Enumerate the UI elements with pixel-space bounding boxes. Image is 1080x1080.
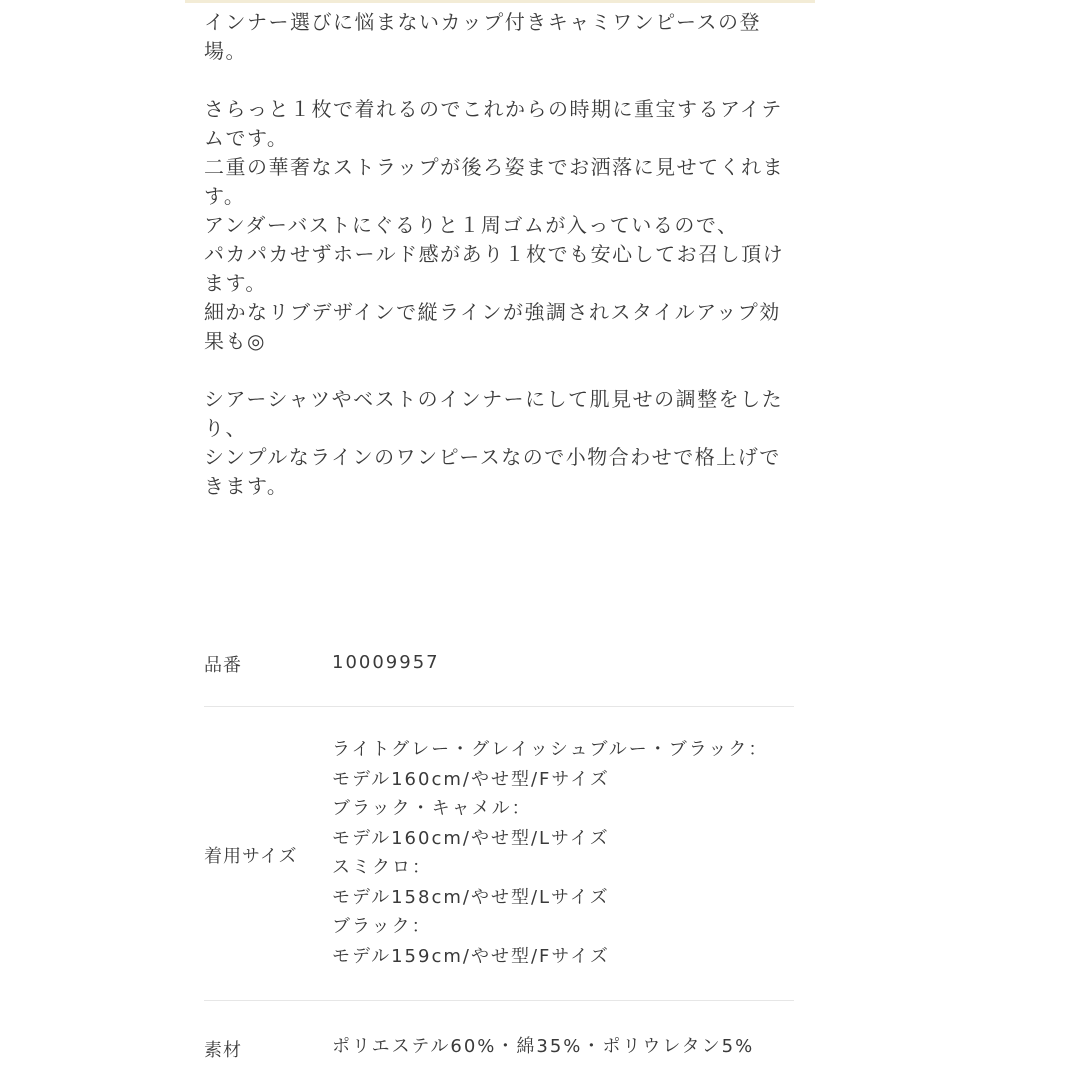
description-line: ます。: [204, 271, 267, 295]
wearing-size-line: モデル160cm/やせ型/Lサイズ: [332, 827, 610, 849]
wearing-size-line: モデル159cm/やせ型/Fサイズ: [332, 945, 610, 967]
wearing-size-value: [332, 735, 768, 971]
wearing-size-line: モデル158cm/やせ型/Lサイズ: [332, 886, 610, 908]
description-line: シアーシャツやベストのインナーにして肌見せの調整をした: [204, 387, 784, 411]
description-line: インナー選びに悩まないカップ付きキャミワンピースの登: [204, 10, 761, 34]
product-description: [204, 8, 804, 530]
description-paragraph-3: [204, 385, 804, 501]
wearing-size-label: 着用サイズ: [204, 846, 298, 867]
wearing-size-line: ライトグレー・グレイッシュブルー・ブラック：: [332, 739, 769, 760]
item-number-label: 品番: [204, 655, 242, 676]
description-line: 果も◎: [204, 329, 266, 353]
description-line: 細かなリブデザインで縦ラインが強調されスタイルアップ効: [204, 300, 781, 324]
description-line: さらっと１枚で着れるのでこれからの時期に重宝するアイテ: [204, 97, 783, 121]
wearing-size-line: スミクロ：: [332, 857, 432, 878]
top-accent-bar: [185, 0, 815, 3]
description-paragraph-1: [204, 8, 804, 66]
description-line: す。: [204, 184, 246, 208]
description-line: 二重の華奢なストラップが後ろ姿までお洒落に見せてくれま: [204, 155, 785, 179]
material-label: 素材: [204, 1040, 242, 1061]
description-line: り、: [204, 416, 247, 440]
wearing-size-line: ブラック：: [332, 916, 432, 937]
description-line: パカパカせずホールド感があり１枚でも安心してお召し頂け: [204, 242, 785, 266]
description-paragraph-2: [204, 95, 804, 356]
divider: [204, 1000, 794, 1001]
material-value: ポリエステル60%・綿35%・ポリウレタン5%: [332, 1036, 755, 1057]
wearing-size-line: ブラック・キャメル：: [332, 798, 532, 819]
description-line: シンプルなラインのワンピースなので小物合わせで格上げで: [204, 445, 781, 469]
divider: [204, 706, 794, 707]
wearing-size-line: モデル160cm/やせ型/Fサイズ: [332, 768, 610, 790]
description-line: 場。: [204, 39, 247, 63]
description-line: きます。: [204, 474, 289, 498]
description-line: ムです。: [204, 126, 289, 150]
item-number-value: 10009957: [332, 652, 440, 673]
description-line: アンダーバストにぐるりと１周ゴムが入っているので、: [204, 213, 739, 237]
